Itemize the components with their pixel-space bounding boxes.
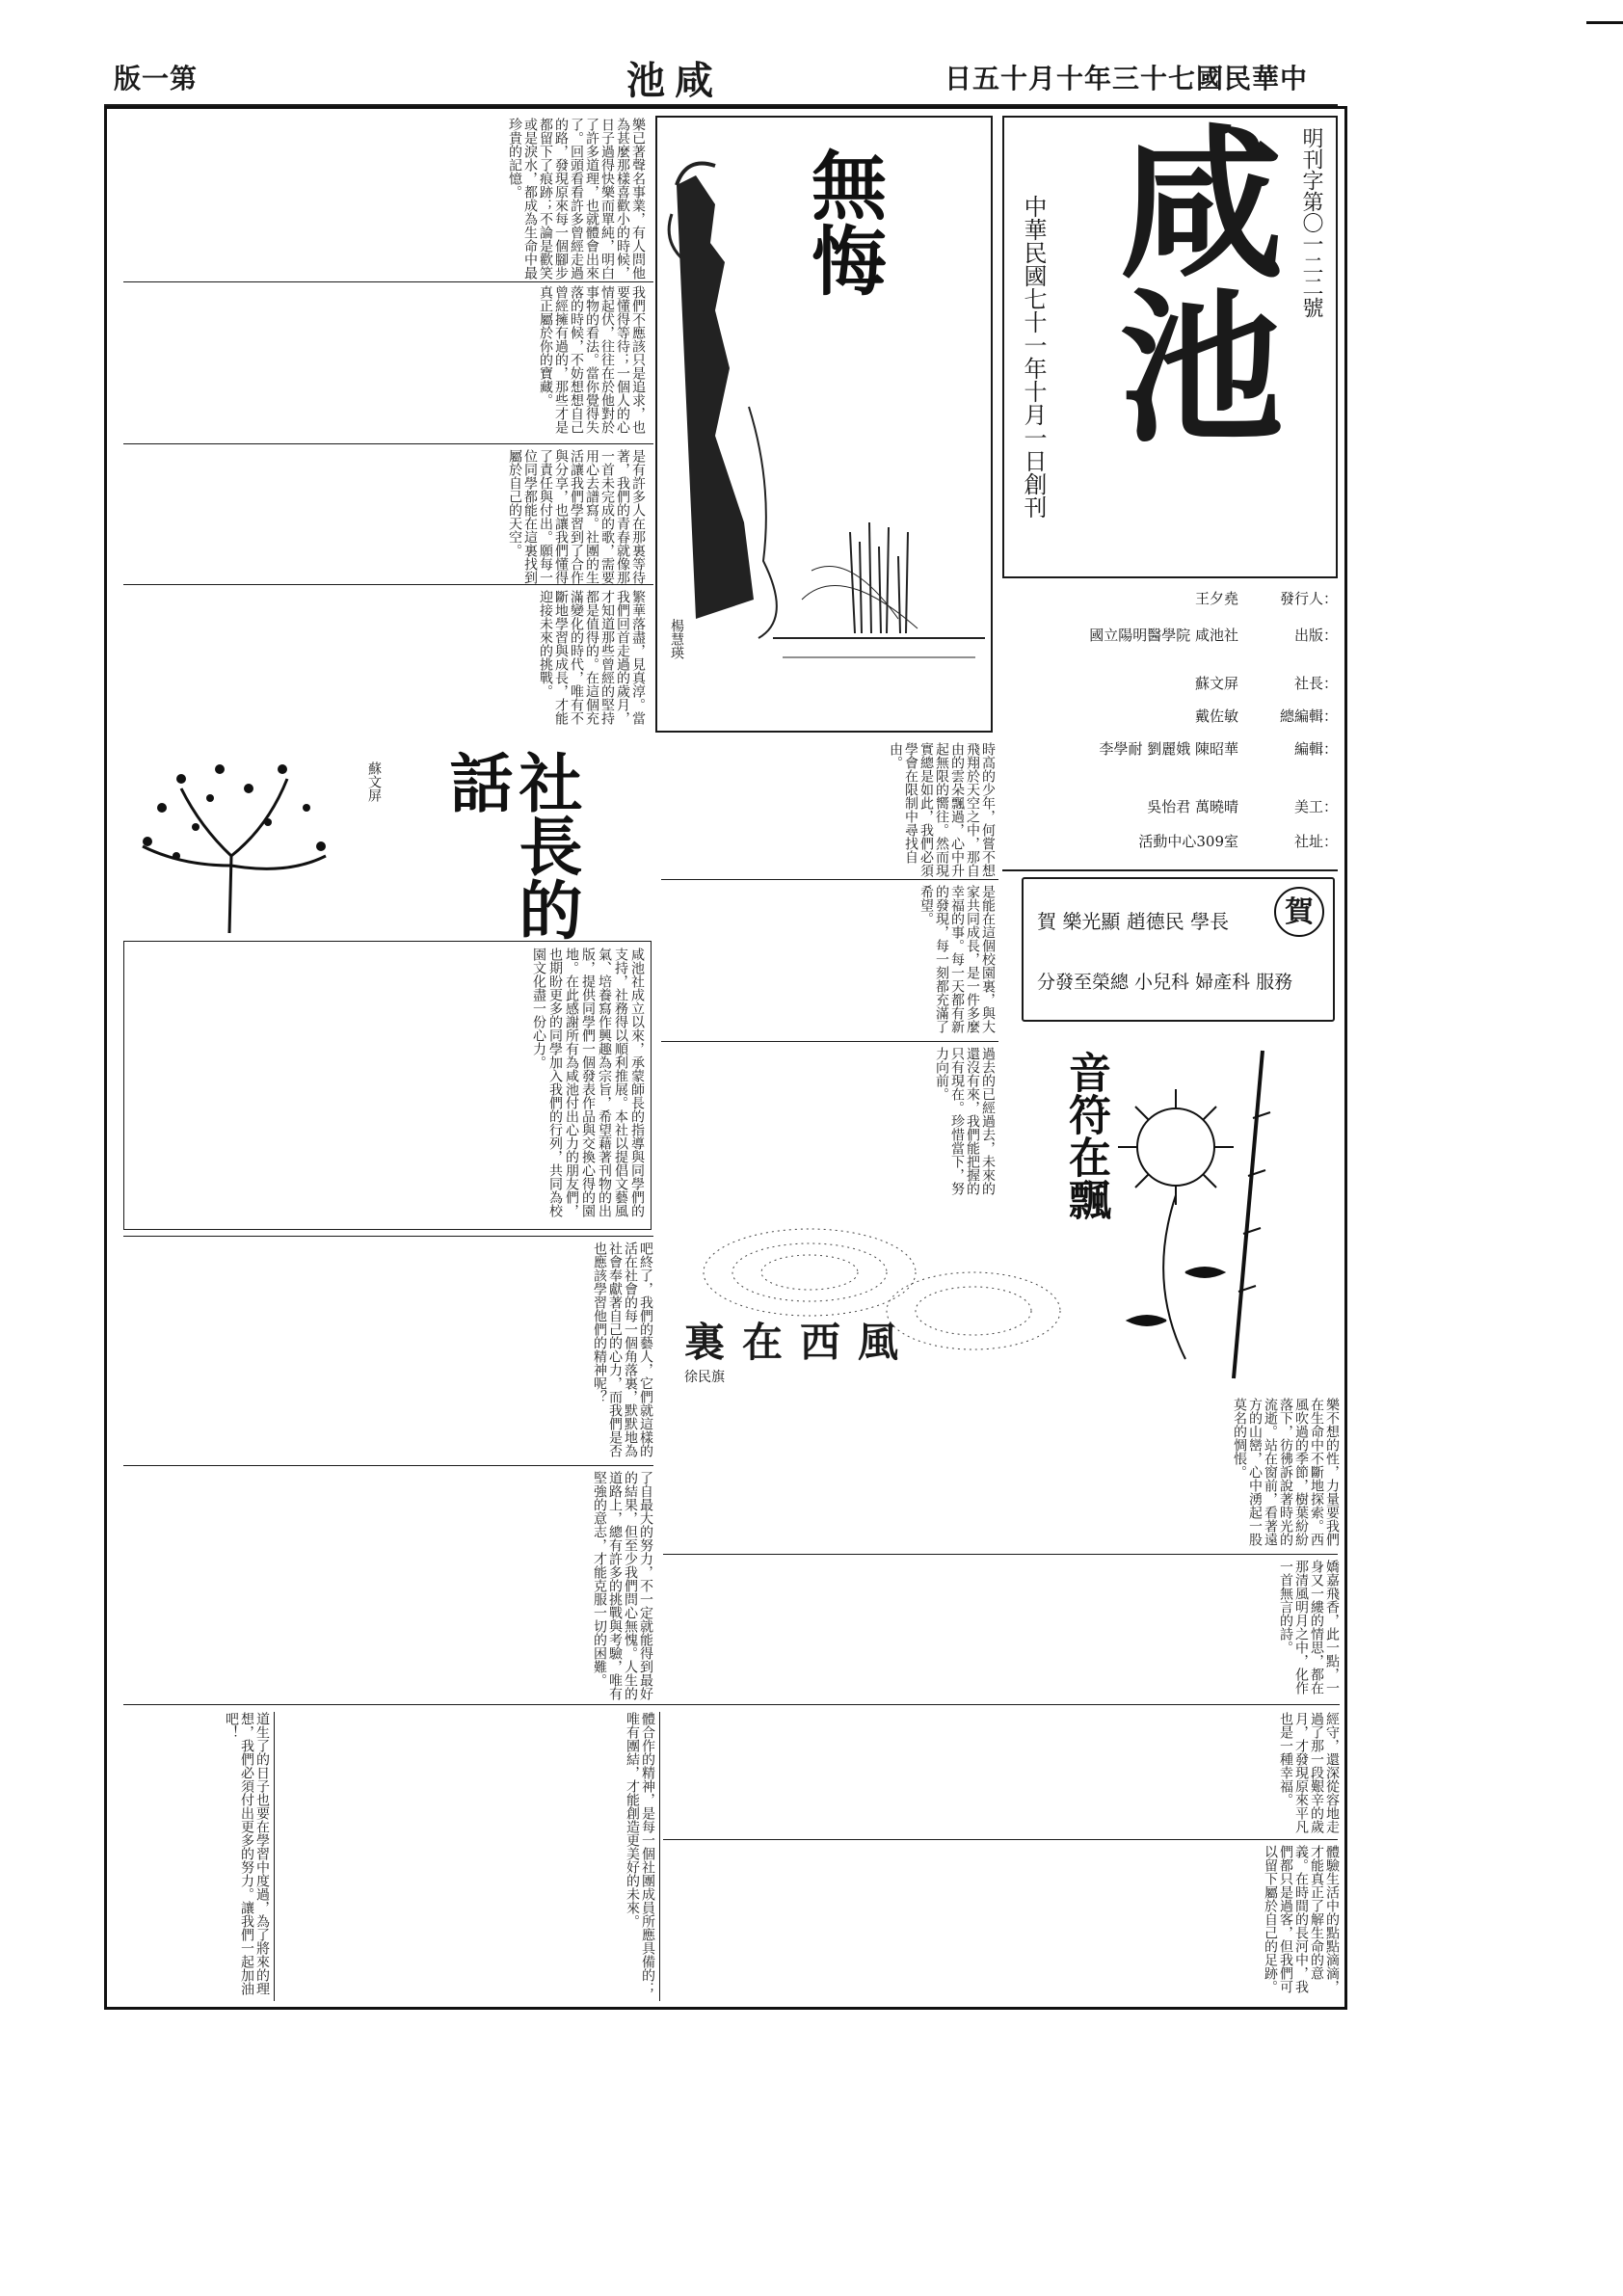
publisher-row: 吳怡君 萬曉晴 美工： [1147, 798, 1338, 815]
publisher-row: 蘇文屏 社長： [1194, 675, 1338, 692]
wuhui-author: 楊慧瑛 [669, 619, 684, 659]
page-frame [104, 106, 1347, 2010]
president-author: 蘇文屏 [366, 761, 382, 802]
article-right-mid-1: 嬌嘉飛香，此一點，一身又一縷的情思，都在那清風明月之中，化作一首無言的詩。 [1278, 1560, 1340, 1695]
article-main-block-1: 是有許多人在那裏等待著，我們的青春就像那一首未完成的歌，需要用心去譜寫。社團的生活讓我們學習到了合作與分享，也讓我們懂得了責任與付出。願每一位同學都能在這裏找到屬於自己的天空。 [507, 449, 646, 584]
publication-date: 日五十月十年三十七國民華中 [945, 63, 1309, 94]
article-right-mid-2: 經守，還深從容地走過了那一段艱辛的歲月，才發現原來平凡也是一種幸福。 [1278, 1712, 1340, 1833]
publisher-row: 活動中心309室 社址： [1138, 833, 1338, 850]
west-wind-article: 樂不想的性，力量要我們在生命中不斷地探索。西風吹過的季節，樹葉紛紛落下，彷彿訴說著時光的流逝。站在窗前，看著遠方的山巒，心中湧起一股莫名的惆悵。 [1232, 1398, 1340, 1546]
corner-mark [1586, 21, 1623, 24]
wuhui-title: 無悔 [799, 147, 887, 297]
president-title: 社長的話 [439, 750, 583, 941]
article-main-block-2: 繁華落盡，見真淳。當我們回首走過的歲月，才知道那些曾經的堅持都是值得的。在這個充滿變化的時代，唯有不斷地學習與成長，才能迎接未來的挑戰。 [538, 590, 646, 725]
article-center-mid: 是能在這個校園裏，與大家共同成長，是一件多麼幸福的事。每一天都有新的發現，每一刻都充滿了希望。 [918, 885, 996, 1033]
publisher-row: 王夕堯 發行人： [1194, 590, 1338, 607]
publisher-row: 李學耐 劉麗娥 陳昭華 編輯： [1099, 740, 1338, 758]
article-lower-left-1: 吧終了，我們的藝人，它們就這樣的活在社會的每一個角落裏，默默地為社會奉獻著自己的心力，而我們是否也應該學習他們的精神呢？ [592, 1241, 653, 1457]
article-bottom-right: 體驗生活中的點點滴滴，才能真正了解生命的意義。在時間的長河中，我們都只是過客，但我們可以留下屬於自己的足跡。 [1263, 1845, 1340, 1993]
publisher-row: 戴佐敏 總編輯： [1194, 707, 1338, 725]
congrats-line2: 分發至榮總 小兒科 婦產科 服務 [1037, 972, 1293, 993]
article-lower-left-2: 了自最大的努力，不一定就能得到最好的結果，但至少我們問心無愧。人生的道路上，總有許多的挑戰與考驗，唯有堅強的意志，才能克服一切的困難。 [592, 1471, 653, 1700]
article-top-left: 樂已著聲名事業，有人問他為甚麼那樣喜歡小的時候，日子過得快樂而單純，明白了許多道理，也就體會出來了。回頭看看許多曾經走過的路，發現原來每一個腳步都留下了痕跡；不論是歡笑或是淚水，都成為生命中最珍貴的記憶。 [507, 118, 646, 280]
article-center-small: 過去的已經過去，未來的還沒有來，我們能把握的只有現在。珍惜當下，努力向前。 [934, 1047, 996, 1195]
header-title: 池咸 [626, 58, 723, 103]
article-bottom-left: 道生了的日子也要在學習中度過，為了將來的理想，我們必須付出更多的努力。讓我們一起加油吧！ [224, 1712, 270, 1995]
president-article: 咸池社成立以來，承蒙師長的指導與同學們的支持，社務得以順利推展。本社以提倡文藝風氣、培養寫作興趣為宗旨，希望藉著刊物的出版，提供同學們一個發表作品與交換心得的園地。在此感謝所有為咸池付出心力的朋友們，也期盼更多的同學加入我們的行列，共同為校園文化盡一份心力。 [531, 948, 645, 1217]
article-mid-left: 我們不應該只是追求，也要懂得等待；一個人的心情起伏，往往在於他對於事物的看法。當你覺得失落的時候，不妨想想自己曾經擁有過的，那些才是真正屬於你的寶藏。 [538, 285, 646, 434]
west-wind-author: 徐民旗 [684, 1370, 725, 1385]
article-center-upper: 時高的少年，何嘗不想飛翔於天空之中，那自由的雲朵飄過，心中升起無限的嚮往。然而現實總是如此，我們必須學會在限制中尋找自由。 [888, 742, 996, 877]
congrats-line1: 賀 樂光顯 趙德民 學長 [1037, 910, 1230, 933]
publisher-row: 國立陽明醫學院 咸池社 出版： [1089, 627, 1338, 644]
masthead-title: 咸池 [1091, 118, 1284, 445]
permit-number: 明刊字第〇一二二號 [1299, 127, 1323, 318]
article-bottom-mid: 體合作的精神，是每一個社團成員所應具備的；唯有團結，才能創造更美好的未來。 [625, 1712, 655, 1995]
congrats-badge: 賀 [1274, 887, 1324, 937]
page-number: 版一第 [114, 63, 199, 94]
west-wind-title: 裏在西風 [684, 1319, 917, 1366]
music-title: 音符在飄 [1061, 1051, 1110, 1220]
founded-date: 中華民國七十一年十月一日創刊 [1020, 195, 1047, 519]
